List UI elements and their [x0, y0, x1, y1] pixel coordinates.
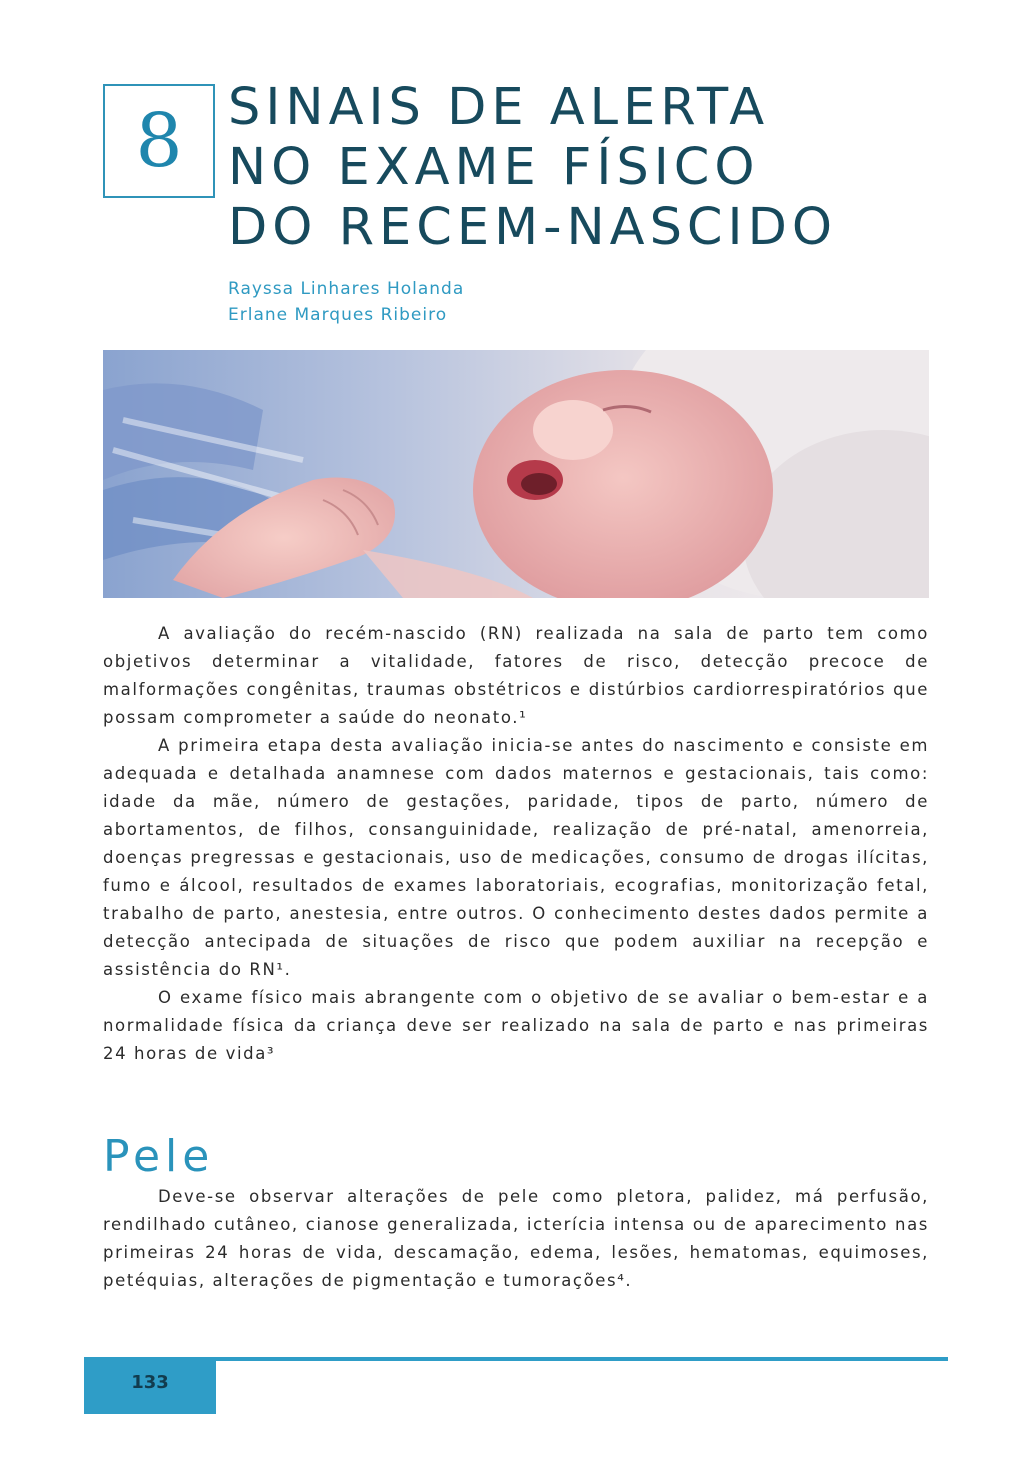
chapter-number-box: [103, 84, 215, 198]
author-1: Rayssa Linhares Holanda: [228, 279, 465, 299]
newborn-photo: [103, 350, 929, 598]
author-2: Erlane Marques Ribeiro: [228, 305, 448, 325]
chapter-title: [228, 78, 968, 258]
authors: [228, 276, 464, 328]
chapter-title-line-2: NO EXAME FÍSICO: [228, 138, 760, 197]
section-paragraph: Deve-se observar alterações de pele como pletora, palidez, má perfusão, rendilhado cutâneo, cianose generalizada, icterícia intensa ou de aparecimento nas primeiras 24 horas de vida, descamação, edema, lesões, hematomas, equimoses, petéquias, alterações de pigmentação e tumorações⁴.: [103, 1187, 929, 1290]
intro-text: [103, 620, 929, 1068]
chapter-title-line-1: SINAIS DE ALERTA: [228, 78, 770, 137]
intro-paragraph-2: A primeira etapa desta avaliação inicia-se antes do nascimento e consiste em adequada e detalhada anamnese com dados maternos e gestacionais, tais como: idade da mãe, número de gestações, paridade, tipos de parto, número de abortamentos, de filhos, consanguinidade, realização de pré-natal, amenorreia, doenças pregressas e gestacionais, uso de medicações, consumo de drogas ilícitas, fumo e álcool, resultados de exames laboratoriais, ecografias, monitorização fetal, trabalho de parto, anestesia, entre outros. O conhecimento destes dados permite a detecção antecipada de situações de risco que podem auxiliar na recepção e assistência do RN¹.: [103, 736, 929, 979]
chapter-number: 8: [135, 98, 183, 184]
section-text: [103, 1183, 929, 1295]
chapter-title-line-3: DO RECEM-NASCIDO: [228, 198, 838, 257]
page-number: 133: [131, 1372, 169, 1393]
section-title-pele: Pele: [103, 1131, 215, 1182]
intro-paragraph-1: A avaliação do recém-nascido (RN) realizada na sala de parto tem como objetivos determinar a vitalidade, fatores de risco, detecção precoce de malformações congênitas, traumas obstétricos e distúrbios cardiorrespiratórios que possam comprometer a saúde do neonato.¹: [103, 624, 929, 727]
intro-paragraph-3: O exame físico mais abrangente com o objetivo de se avaliar o bem-estar e a normalidade física da criança deve ser realizado na sala de parto e nas primeiras 24 horas de vida³: [103, 988, 929, 1063]
